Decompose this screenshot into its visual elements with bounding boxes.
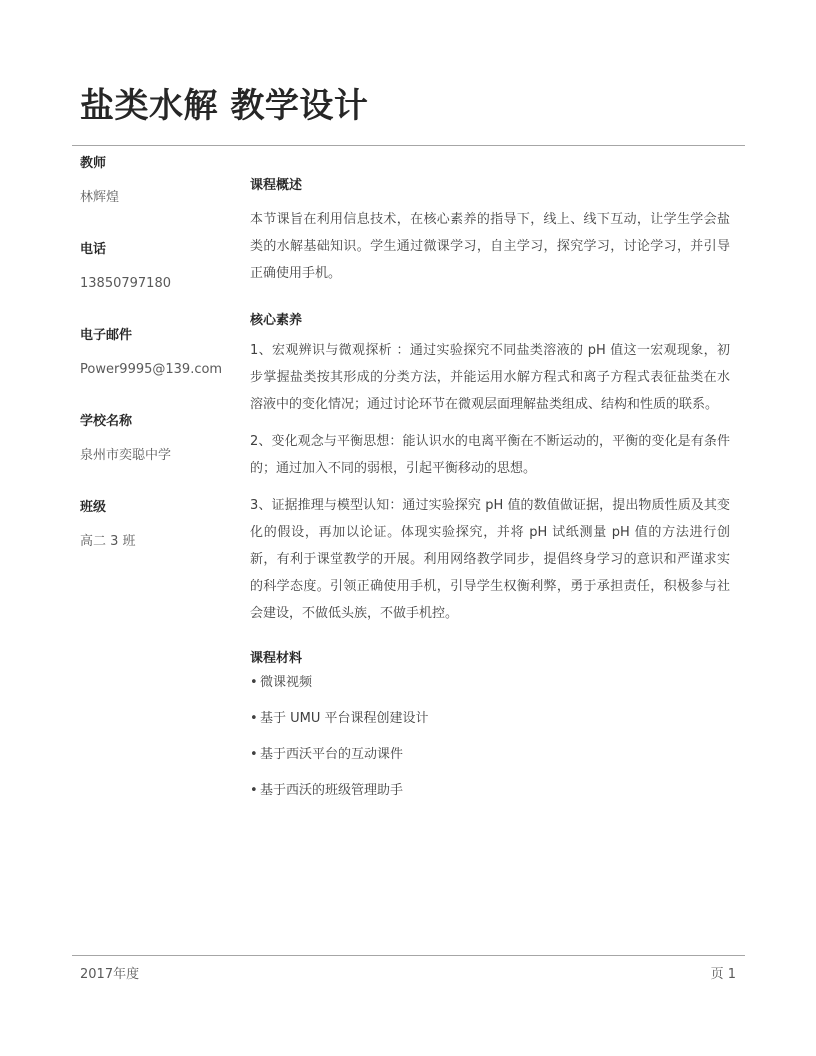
bullet-icon: •: [250, 783, 258, 798]
overview-text: 本节课旨在利用信息技术，在核心素养的指导下，线上、线下互动，让学生学会盐类的水解基础知识。学生通过微课学习，自主学习，探究学习，讨论学习，并引导正确使用手机。: [250, 212, 730, 281]
material-label: 基于西沃平台的互动课件: [260, 747, 404, 762]
bullet-icon: •: [250, 747, 258, 762]
core-item-2: 2、变化观念与平衡思想：能认识水的电离平衡在不断运动的，平衡的变化是有条件的；通过加入不同的弱根，引起平衡移动的思想。: [250, 434, 730, 476]
school-name: 泉州市奕聪中学: [80, 448, 172, 463]
core-heading: 核心素养: [250, 313, 303, 328]
top-divider: [72, 145, 745, 146]
class-name: 高二 3 班: [80, 534, 136, 549]
footer-year: 2017年度: [80, 967, 140, 982]
class-label: 班级: [80, 500, 107, 515]
phone-label: 电话: [80, 242, 107, 257]
material-label: 基于 UMU 平台课程创建设计: [260, 711, 429, 726]
core-item-1: 1、宏观辨识与微观探析 ：通过实验探究不同盐类溶液的 pH 值这一宏观现象，初步掌握盐类按其形成的分类方法，并能运用水解方程式和离子方程式表征盐类在水溶液中的变化情况；通过讨论环节在微观层面理解盐类组成、结构和性质的联系。: [250, 343, 730, 412]
teacher-label: 教师: [80, 156, 107, 171]
teacher-name: 林辉煌: [80, 190, 120, 205]
email-block: [80, 328, 230, 414]
bullet-icon: •: [250, 675, 258, 690]
school-label: 学校名称: [80, 414, 133, 429]
bullet-icon: •: [250, 711, 258, 726]
material-label: 微课视频: [260, 675, 313, 690]
overview-heading: 课程概述: [250, 178, 303, 193]
class-block: [80, 500, 230, 586]
phone-number: 13850797180: [80, 276, 171, 291]
list-item: [250, 747, 730, 763]
school-block: [80, 414, 230, 500]
list-item: [250, 711, 730, 727]
sidebar: [80, 156, 230, 586]
material-label: 基于西沃的班级管理助手: [260, 783, 404, 798]
materials-list: [250, 675, 730, 799]
bottom-divider: [72, 955, 745, 956]
list-item: [250, 783, 730, 799]
materials-heading: 课程材料: [250, 651, 303, 666]
list-item: [250, 675, 730, 691]
footer-page-number: 页 1: [710, 967, 736, 982]
email-address: Power9995@139.com: [80, 362, 223, 377]
teacher-block: [80, 156, 230, 242]
email-label: 电子邮件: [80, 328, 133, 343]
core-item-3: 3、证据推理与模型认知：通过实验探究 pH 值的数值做证据，提出物质性质及其变化的假设，再加以论证。体现实验探究，并将 pH 试纸测量 pH 值的方法进行创新，有利于课堂教学的开展。利用网络教学同步，提倡终身学习的意识和严谨求实的科学态度。引领正确使用手机，引导学生权衡利弊，勇于承担责任，积极参与社会建设，不做低头族，不做手机控。: [250, 498, 730, 621]
main-content: [250, 178, 730, 819]
document-title: 盐类水解 教学设计: [80, 86, 369, 126]
phone-block: [80, 242, 230, 328]
